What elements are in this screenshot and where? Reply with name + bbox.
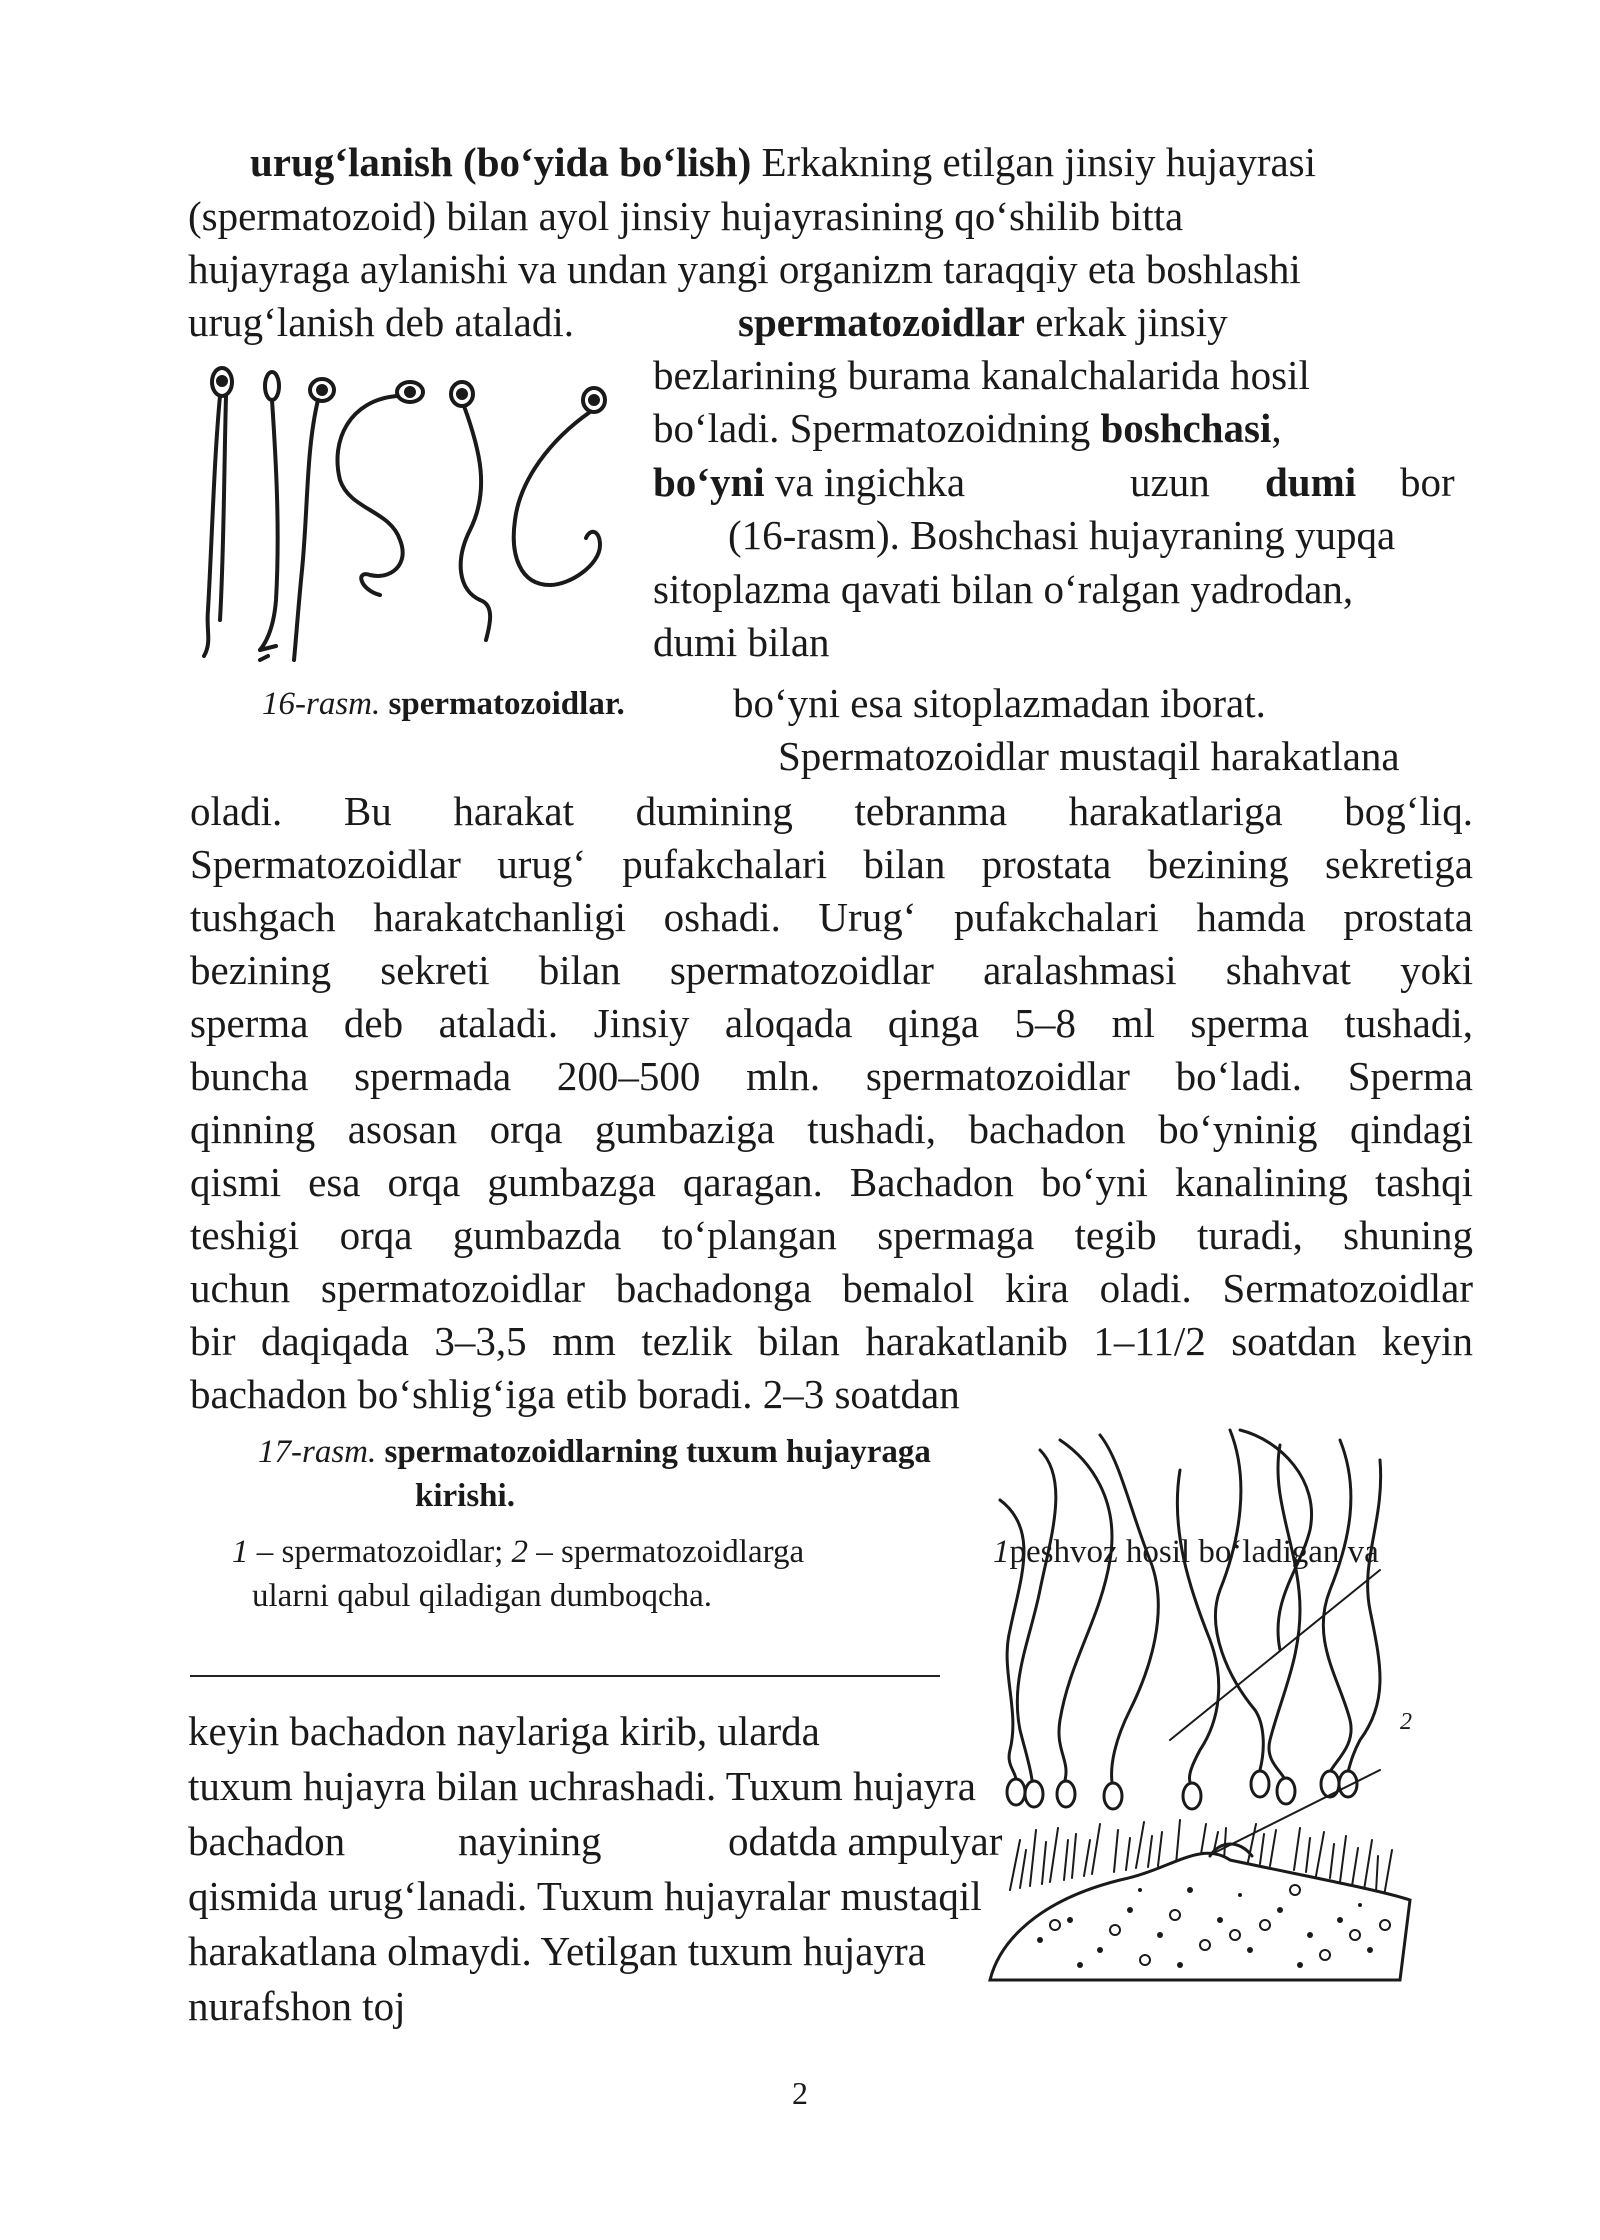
body-line: sperma deb ataladi. Jinsiy aloqada qinga 5–8 ml sperma tushadi, (190, 1000, 1473, 1046)
term-spermatozoa: spermatozoidlar (738, 299, 1025, 345)
bottom-line-3a: bachadon (188, 1818, 346, 1864)
figure-16-caption: 16-rasm. spermatozoidlar. (262, 686, 625, 722)
side-line-4: (16-rasm). Boshchasi hujayraning yupqa (728, 512, 1396, 558)
side-line-3a: bo‘yni va ingichka (653, 459, 966, 505)
body-line: qismi esa orqa gumbazga qaragan. Bachadon bo‘yni kanalining tashqi (190, 1159, 1473, 1205)
side-line-2: bo‘ladi. Spermatozoidning boshchasi, (653, 405, 1282, 451)
intro-line-1: urug‘lanish (bo‘yida bo‘lish) Erkakning etilgan jinsiy hujayrasi (250, 139, 1317, 185)
intro-line-4b: spermatozoidlar erkak jinsiy (738, 299, 1228, 345)
caption-rule (190, 1675, 940, 1677)
body-line: Spermatozoidlar urug‘ pufakchalari bilan prostata bezining sekretiga (190, 841, 1473, 887)
term-head: boshchasi (1100, 405, 1272, 451)
body-line: oladi. Bu harakat dumining tebranma harakatlariga bog‘liq. (190, 788, 1473, 834)
figure-17-sperm-egg (980, 1420, 1420, 1990)
figure-17-legend-1: 1 – spermatozoidlar; 2 – spermatozoidlarga (232, 1534, 805, 1570)
bottom-line-3b: nayining (458, 1818, 602, 1864)
term-neck: bo‘yni (653, 459, 765, 505)
bottom-line-3c: odatda ampulyar (728, 1818, 1003, 1864)
figure-16-spermatozoa (190, 360, 630, 670)
body-line: tushgach harakatchanligi oshadi. Urug‘ pufakchalari hamda prostata (190, 894, 1473, 940)
intro-line-2: (spermatozoid) bilan ayol jinsiy hujayrasining qo‘shilib bitta (188, 193, 1184, 239)
page-number: 2 (792, 2075, 808, 2111)
side-line-1: bezlarining burama kanalchalarida hosil (653, 352, 1310, 398)
body-line: qinning asosan orqa gumbaziga tushadi, bachadon bo‘yninig qindagi (190, 1106, 1473, 1152)
figure-17-caption: 17-rasm. spermatozoidlarning tuxum hujayraga (258, 1434, 931, 1470)
body-line: buncha spermada 200–500 mln. spermatozoidlar bo‘ladi. Sperma (190, 1053, 1473, 1099)
body-line: bezining sekreti bilan spermatozoidlar aralashmasi shahvat yoki (190, 947, 1473, 993)
side-line-5: sitoplazma qavati bilan o‘ralgan yadrodan, (653, 566, 1354, 612)
figure-17-overlay-text: 1peshvoz hosil bo‘ladigan va (993, 1534, 1379, 1570)
intro-line-3: hujayraga aylanishi va undan yangi organizm taraqqiy eta boshlashi (188, 246, 1301, 292)
bottom-line-1: keyin bachadon naylariga kirib, ularda (188, 1708, 820, 1754)
intro-line-4a: urug‘lanish deb ataladi. (188, 299, 574, 345)
side-line-8: Spermatozoidlar mustaqil harakatlana (778, 733, 1400, 779)
figure-17-legend-2: ularni qabul qiladigan dumboqcha. (252, 1578, 713, 1614)
side-line-6: dumi bilan (653, 619, 830, 665)
side-line-7: bo‘yni esa sitoplazmadan iborat. (733, 680, 1266, 726)
bottom-line-4: qismida urug‘lanadi. Tuxum hujayralar mustaqil (188, 1873, 982, 1919)
side-line-3d: bor (1400, 459, 1455, 505)
figure-17-caption-line-2: kirishi. (415, 1478, 515, 1514)
side-line-3c (1265, 456, 1356, 509)
side-line-3b: uzun (1130, 459, 1210, 505)
body-line: bachadon bo‘shlig‘iga etib boradi. 2–3 soatdan (190, 1371, 960, 1417)
figure-17-label-2: 2 (1400, 1709, 1412, 1735)
body-line: teshigi orqa gumbazda to‘plangan spermaga tegib turadi, shuning (190, 1212, 1473, 1258)
body-line: uchun spermatozoidlar bachadonga bemalol kira oladi. Sermatozoidlar (190, 1265, 1473, 1311)
bottom-line-2: tuxum hujayra bilan uchrashadi. Tuxum hujayra (188, 1763, 976, 1809)
bottom-line-6: nurafshon toj (188, 1983, 406, 2029)
term-fertilization: urug‘lanish (bo‘yida bo‘lish) (250, 139, 752, 185)
bottom-line-5: harakatlana olmaydi. Yetilgan tuxum hujayra (188, 1928, 926, 1974)
body-line: bir daqiqada 3–3,5 mm tezlik bilan harakatlanib 1–11/2 soatdan keyin (190, 1318, 1473, 1364)
term-tail: dumi (1265, 459, 1357, 505)
